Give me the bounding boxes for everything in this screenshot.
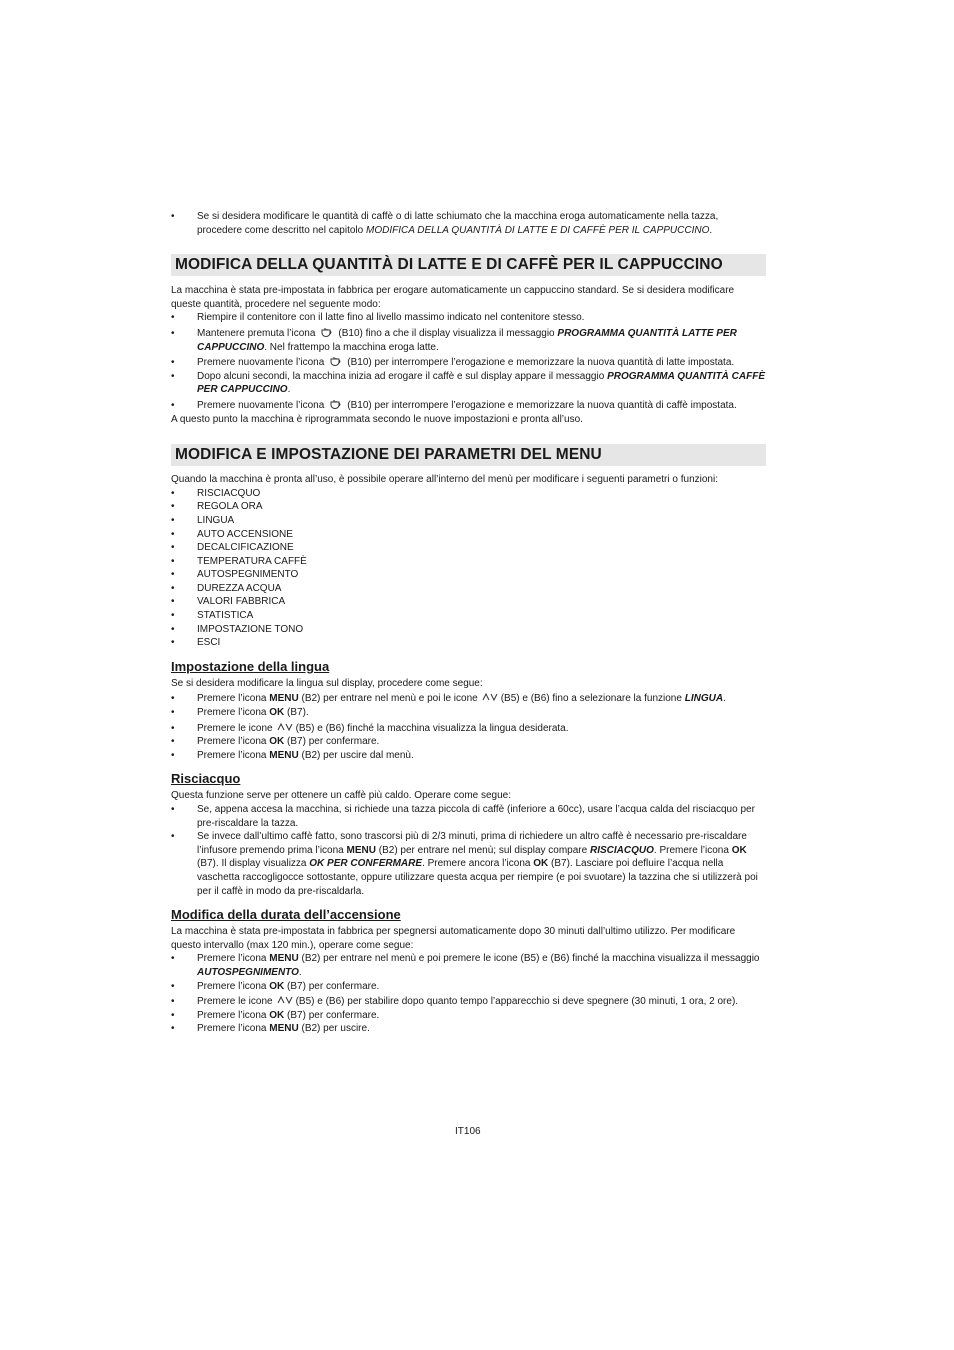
section-heading-cappuccino: MODIFICA DELLA QUANTITÀ DI LATTE E DI CAFFÈ PER IL CAPPUCCINO (171, 254, 766, 276)
subsection-intro: Questa funzione serve per ottenere un caffè più caldo. Operare come segue: (171, 790, 512, 802)
list-item: • STATISTICA (171, 609, 766, 623)
subheading-risciacquo: Risciacquo (171, 771, 241, 787)
list-item: • Se si desidera modificare le quantità di caffè o di latte schiumato che la macchina eroga automaticamente nella tazza, procedere come descritto nel capitolo MODIFICA DELLA QUANTITÀ DI LATTE E DI CAFFÈ PER IL CAPPUCCINO. (171, 210, 766, 237)
list-item: • DUREZZA ACQUA (171, 582, 766, 596)
section-intro: Quando la macchina è pronta all’uso, è possibile operare all’interno del menù per modificare i seguenti parametri o funzioni: (171, 474, 718, 486)
list-item: • LINGUA (171, 514, 766, 528)
list-item: • Premere nuovamente l’icona (B10) per interrompere l’erogazione e memorizzare la nuova quantità di latte impostata. (171, 356, 766, 370)
list-item: • Premere nuovamente l’icona (B10) per interrompere l’erogazione e memorizzare la nuova quantità di caffè impostata. (171, 399, 766, 413)
section-heading-menu: MODIFICA E IMPOSTAZIONE DEI PARAMETRI DEL MENU (171, 444, 766, 466)
up-down-arrows-icon (277, 995, 293, 1005)
subheading-accensione: Modifica della durata dell’accensione (171, 907, 401, 923)
subsection-intro: La macchina è stata pre-impostata in fabbrica per spegnersi automaticamente dopo 30 minuti dall’ultimo utilizzo. Per modificare questo intervallo (max 120 min.), operare come segue: (171, 926, 736, 951)
list-item: • REGOLA ORA (171, 500, 766, 514)
list-item: • AUTOSPEGNIMENTO (171, 568, 766, 582)
subheading-lingua: Impostazione della lingua (171, 658, 330, 674)
page-content (171, 210, 766, 1036)
cappuccino-cup-icon (319, 327, 335, 337)
page-number: IT106 (455, 1126, 481, 1137)
list-item: • IMPOSTAZIONE TONO (171, 623, 766, 637)
list-item: • RISCIACQUO (171, 487, 766, 501)
list-item: • Premere le icone (B5) e (B6) finché la macchina visualizza la lingua desiderata. (171, 722, 766, 736)
cappuccino-cup-icon (328, 356, 344, 366)
cappuccino-cup-icon (328, 399, 344, 409)
list-item: • Premere l’icona OK (B7) per confermare. (171, 1009, 766, 1023)
list-item: • Premere l’icona OK (B7) per confermare. (171, 980, 766, 994)
list-item: • ESCI (171, 636, 766, 650)
list-item: • Premere l’icona MENU (B2) per entrare nel menù e poi premere le icone (B5) e (B6) finché la macchina visualizza il messaggio AUTOSPEGNIMENTO. (171, 952, 766, 979)
list-item: • Se, appena accesa la macchina, si richiede una tazza piccola di caffè (inferiore a 60cc), usare l’acqua calda del risciacquo per pre-riscaldare la tazza. (171, 803, 766, 830)
list-item: • VALORI FABBRICA (171, 595, 766, 609)
menu-parameters-list (171, 487, 766, 650)
list-item: • Riempire il contenitore con il latte fino al livello massimo indicato nel contenitore stesso. (171, 311, 766, 325)
lingua-steps (171, 692, 766, 762)
list-item: • Dopo alcuni secondi, la macchina inizia ad erogare il caffè e sul display appare il messaggio PROGRAMMA QUANTITÀ CAFFÈ PER CAPPUCCINO. (171, 370, 766, 397)
cappuccino-steps (171, 311, 766, 412)
list-item: • Premere le icone (B5) e (B6) per stabilire dopo quanto tempo l’apparecchio si deve spegnere (30 minuti, 1 ora, 2 ore). (171, 995, 766, 1009)
list-item: • Premere l’icona OK (B7). (171, 706, 766, 720)
up-down-arrows-icon (277, 722, 293, 732)
list-item: • TEMPERATURA CAFFÈ (171, 555, 766, 569)
list-item: • Premere l’icona MENU (B2) per uscire. (171, 1022, 766, 1036)
section-intro: La macchina è stata pre-impostata in fabbrica per erogare automaticamente un cappuccino standard. Se si desidera modificare queste quantità, procedere nel seguente modo: (171, 285, 735, 310)
subsection-intro: Se si desidera modificare la lingua sul display, procedere come segue: (171, 677, 483, 689)
risciacquo-steps (171, 803, 766, 898)
accensione-steps (171, 952, 766, 1036)
list-item: • Premere l’icona MENU (B2) per uscire dal menù. (171, 749, 766, 763)
list-item: • Premere l’icona OK (B7) per confermare. (171, 735, 766, 749)
intro-list (171, 210, 766, 237)
section-outro: A questo punto la macchina è riprogrammata secondo le nuove impostazioni e pronta all’uso. (171, 413, 583, 425)
up-down-arrows-icon (482, 692, 498, 702)
list-item: • Se invece dall’ultimo caffè fatto, sono trascorsi più di 2/3 minuti, prima di richiedere un altro caffè è necessario pre-riscaldare l’infusore premendo prima l’icona MENU (B2) per entrare nel menù; sul display compare RISCIACQUO. Premere l’icona OK (B7). Il display visualizza OK PER CONFERMARE. Premere ancora l’icona OK (B7). Lasciare poi defluire l’acqua nella vaschetta raccogligocce sottostante, oppure utilizzare questa acqua per riempire (e poi svuotare) la tazzina che si utilizzerà poi per il caffè in modo da pre-riscaldarla. (171, 830, 766, 898)
list-item: • AUTO ACCENSIONE (171, 528, 766, 542)
list-item: • Mantenere premuta l’icona (B10) fino a che il display visualizza il messaggio PROGRAMMA QUANTITÀ LATTE PER CAPPUCCINO. Nel frattempo la macchina eroga latte. (171, 327, 766, 354)
list-item: • DECALCIFICAZIONE (171, 541, 766, 555)
list-item: • Premere l’icona MENU (B2) per entrare nel menù e poi le icone (B5) e (B6) fino a selezionare la funzione LINGUA. (171, 692, 766, 706)
